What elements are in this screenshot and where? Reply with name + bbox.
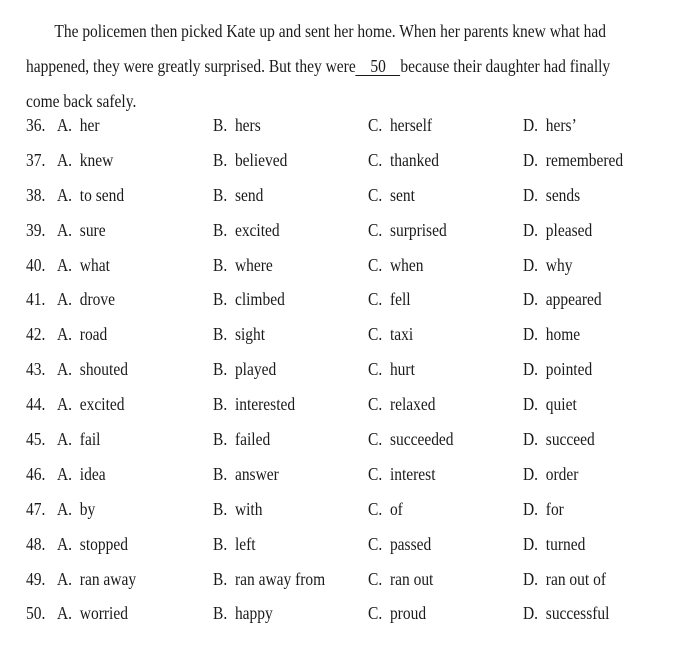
answer-option [523, 499, 564, 520]
option-letter: C. [368, 184, 383, 205]
question-number: 41. [26, 289, 46, 310]
answer-option [213, 115, 261, 136]
option-letter: D. [523, 603, 539, 624]
option-text: ran away [79, 568, 137, 589]
answer-option [523, 324, 580, 345]
answer-option [523, 185, 580, 206]
option-letter: D. [523, 254, 539, 275]
answer-option [57, 324, 107, 345]
option-letter: C. [368, 219, 383, 240]
option-letter: D. [523, 533, 539, 554]
answer-option [213, 429, 270, 450]
question-row [26, 464, 666, 499]
answer-option [523, 394, 577, 415]
question-number: 48. [26, 533, 46, 554]
answer-option [57, 359, 128, 380]
question-number: 43. [26, 359, 46, 380]
option-letter: A. [57, 359, 73, 380]
option-text: sent [389, 184, 415, 205]
option-text: home [545, 324, 581, 345]
option-letter: D. [523, 394, 539, 415]
option-letter: D. [523, 184, 539, 205]
option-text: hers [234, 115, 261, 135]
question-number: 38. [26, 184, 46, 205]
option-text: stopped [79, 533, 128, 554]
question-list [26, 115, 666, 638]
option-text: climbed [234, 289, 285, 310]
option-text: answer [234, 463, 279, 484]
option-letter: D. [523, 359, 539, 380]
option-letter: A. [57, 149, 73, 170]
answer-option [523, 255, 572, 276]
option-letter: B. [213, 184, 228, 205]
option-letter: D. [523, 429, 539, 450]
question-number: 45. [26, 429, 46, 450]
answer-option [57, 289, 115, 310]
answer-option [57, 603, 128, 624]
answer-option [213, 394, 295, 415]
passage-line-2 [26, 49, 611, 84]
question-number: 36. [26, 115, 46, 135]
option-text: hurt [389, 359, 415, 380]
option-text: succeed [545, 429, 595, 450]
option-text: fell [389, 289, 411, 310]
option-text: by [79, 498, 96, 519]
question-number: 46. [26, 463, 46, 484]
option-text: to send [79, 184, 125, 205]
answer-option [368, 429, 454, 450]
question-number: 47. [26, 498, 46, 519]
option-text: happy [234, 603, 273, 624]
option-letter: A. [57, 603, 73, 624]
answer-option [368, 289, 411, 310]
option-text: left [234, 533, 256, 554]
answer-option [523, 569, 606, 590]
option-text: successful [545, 603, 610, 624]
option-letter: B. [213, 324, 228, 345]
question-row [26, 220, 666, 255]
question-row [26, 394, 666, 429]
answer-option [213, 220, 280, 241]
option-text: pointed [545, 359, 593, 380]
passage-line-2-after: because their daughter had finally [400, 56, 611, 76]
option-letter: C. [368, 149, 383, 170]
option-letter: B. [213, 149, 228, 170]
answer-option [368, 603, 426, 624]
option-text: taxi [389, 324, 414, 345]
answer-option [368, 324, 413, 345]
question-row [26, 534, 666, 569]
option-text: pleased [545, 219, 593, 240]
option-letter: A. [57, 533, 73, 554]
option-text: ran away from [234, 568, 326, 589]
option-letter: C. [368, 429, 383, 450]
question-number: 40. [26, 254, 46, 275]
question-row [26, 603, 666, 638]
question-row [26, 255, 666, 290]
option-letter: D. [523, 324, 539, 345]
option-text: herself [389, 115, 433, 135]
passage-paragraph [26, 14, 611, 119]
option-letter: B. [213, 254, 228, 275]
option-text: ran out of [545, 568, 606, 589]
option-letter: C. [368, 289, 383, 310]
option-letter: B. [213, 603, 228, 624]
answer-option [213, 324, 265, 345]
answer-option [57, 394, 124, 415]
option-letter: D. [523, 219, 539, 240]
option-letter: C. [368, 324, 383, 345]
option-letter: A. [57, 289, 73, 310]
option-letter: C. [368, 568, 383, 589]
option-text: hers’ [545, 115, 577, 135]
option-text: worried [79, 603, 128, 624]
answer-option [368, 534, 431, 555]
option-letter: D. [523, 289, 539, 310]
answer-option [523, 220, 592, 241]
question-row [26, 359, 666, 394]
question-number: 37. [26, 149, 46, 170]
option-text: sure [79, 219, 106, 240]
answer-option [213, 534, 256, 555]
option-letter: A. [57, 324, 73, 345]
question-row [26, 429, 666, 464]
answer-option [368, 464, 436, 485]
answer-option [213, 603, 273, 624]
option-text: her [79, 115, 100, 135]
option-letter: C. [368, 254, 383, 275]
option-text: turned [545, 533, 586, 554]
answer-option [368, 499, 403, 520]
answer-option [368, 115, 432, 136]
question-row [26, 150, 666, 185]
option-text: what [79, 254, 110, 275]
option-text: quiet [545, 394, 577, 415]
option-letter: A. [57, 219, 73, 240]
option-letter: C. [368, 533, 383, 554]
option-text: interested [234, 394, 296, 415]
option-letter: B. [213, 533, 228, 554]
option-text: of [389, 498, 403, 519]
option-letter: B. [213, 498, 228, 519]
question-number: 49. [26, 568, 46, 589]
answer-option [57, 220, 106, 241]
answer-option [368, 150, 439, 171]
answer-option [57, 499, 95, 520]
option-text: shouted [79, 359, 128, 380]
option-letter: C. [368, 603, 383, 624]
option-letter: A. [57, 254, 73, 275]
question-row [26, 324, 666, 359]
option-text: appeared [545, 289, 602, 310]
passage-line-2-before: happened, they were greatly surprised. But they were [26, 56, 356, 76]
question-row [26, 499, 666, 534]
answer-option [213, 289, 285, 310]
answer-option [57, 534, 128, 555]
option-letter: B. [213, 115, 228, 135]
answer-option [57, 464, 106, 485]
option-letter: C. [368, 359, 383, 380]
answer-option [57, 569, 136, 590]
option-letter: C. [368, 115, 383, 135]
option-text: relaxed [389, 394, 436, 415]
answer-option [523, 289, 602, 310]
option-letter: A. [57, 429, 73, 450]
answer-option [368, 359, 415, 380]
option-letter: D. [523, 498, 539, 519]
option-letter: A. [57, 463, 73, 484]
answer-option [523, 115, 577, 136]
question-number: 42. [26, 324, 46, 345]
option-text: when [389, 254, 424, 275]
option-text: sends [545, 184, 581, 205]
option-text: idea [79, 463, 106, 484]
option-text: proud [389, 603, 427, 624]
option-letter: B. [213, 568, 228, 589]
answer-option [523, 429, 595, 450]
option-letter: B. [213, 394, 228, 415]
option-text: knew [79, 149, 114, 170]
option-letter: A. [57, 568, 73, 589]
option-text: thanked [389, 149, 439, 170]
option-letter: B. [213, 429, 228, 450]
passage-line-1: The policemen then picked Kate up and sent her home. When her parents knew what had [54, 21, 607, 41]
question-row [26, 569, 666, 604]
option-text: ran out [389, 568, 434, 589]
question-row [26, 289, 666, 324]
option-text: passed [389, 533, 432, 554]
option-text: send [234, 184, 264, 205]
answer-option [57, 150, 113, 171]
question-number: 39. [26, 219, 46, 240]
option-text: fail [79, 429, 101, 450]
question-number: 50. [26, 603, 46, 624]
answer-option [57, 429, 100, 450]
option-letter: A. [57, 498, 73, 519]
option-letter: C. [368, 463, 383, 484]
answer-option [368, 255, 423, 276]
option-text: for [545, 498, 564, 519]
option-text: succeeded [389, 429, 454, 450]
option-letter: D. [523, 149, 539, 170]
answer-option [523, 359, 592, 380]
option-text: with [234, 498, 263, 519]
answer-option [57, 255, 110, 276]
option-letter: A. [57, 184, 73, 205]
answer-option [368, 394, 435, 415]
answer-option [368, 185, 415, 206]
option-letter: B. [213, 219, 228, 240]
option-letter: A. [57, 394, 73, 415]
option-letter: B. [213, 289, 228, 310]
answer-option [213, 464, 279, 485]
option-text: road [79, 324, 108, 345]
option-letter: C. [368, 498, 383, 519]
option-text: sight [234, 324, 266, 345]
option-text: surprised [389, 219, 447, 240]
option-letter: D. [523, 568, 539, 589]
option-text: order [545, 463, 579, 484]
answer-option [523, 603, 609, 624]
option-text: excited [79, 394, 125, 415]
option-text: failed [234, 429, 271, 450]
question-number: 44. [26, 394, 46, 415]
answer-option [213, 359, 276, 380]
question-row [26, 185, 666, 220]
option-letter: B. [213, 463, 228, 484]
option-text: played [234, 359, 277, 380]
answer-option [57, 115, 100, 136]
option-text: remembered [545, 149, 624, 170]
answer-option [213, 569, 325, 590]
passage-line-3: come back safely. [26, 91, 137, 111]
answer-option [368, 220, 447, 241]
option-letter: C. [368, 394, 383, 415]
answer-option [368, 569, 433, 590]
answer-option [213, 255, 273, 276]
option-letter: D. [523, 463, 539, 484]
answer-option [523, 534, 585, 555]
answer-option [57, 185, 124, 206]
option-text: interest [389, 463, 436, 484]
option-text: where [234, 254, 273, 275]
option-letter: B. [213, 359, 228, 380]
option-letter: A. [57, 115, 73, 135]
option-text: why [545, 254, 573, 275]
answer-option [523, 150, 623, 171]
answer-option [213, 185, 263, 206]
question-row [26, 115, 666, 150]
answer-option [523, 464, 578, 485]
option-text: excited [234, 219, 280, 240]
option-text: believed [234, 149, 288, 170]
answer-option [213, 499, 262, 520]
option-text: drove [79, 289, 116, 310]
answer-blank: 50 [356, 58, 401, 76]
answer-option [213, 150, 287, 171]
option-letter: D. [523, 115, 539, 135]
